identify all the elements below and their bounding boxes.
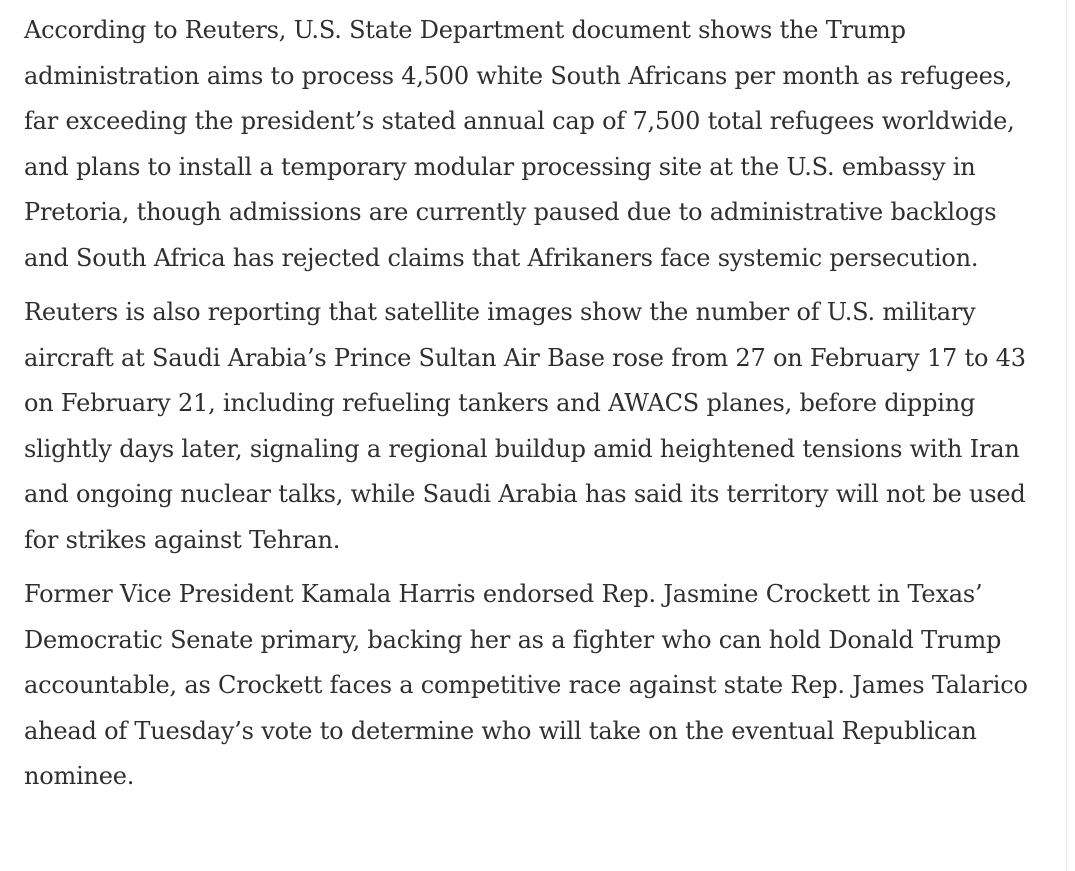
- paragraph-harris-endorsement: Former Vice President Kamala Harris endorsed Rep. Jasmine Crockett in Texas’ Democratic Senate primary, backing her as a fighter who can hold Donald Trump accountable, as Crockett faces a competitive race against state Rep. James Talarico ahead of Tuesday’s vote to determine who will take on the eventual Republican nominee.: [24, 580, 1028, 790]
- article-body: [24, 8, 1034, 809]
- content-divider: [1066, 0, 1067, 871]
- paragraph-military-aircraft: Reuters is also reporting that satellite images show the number of U.S. military aircraft at Saudi Arabia’s Prince Sultan Air Base rose from 27 on February 17 to 43 on February 21, including refueling tankers and AWACS planes, before dipping slightly days later, signaling a regional buildup amid heightened tensions with Iran and ongoing nuclear talks, while Saudi Arabia has said its territory will not be used for strikes against Tehran.: [24, 298, 1026, 554]
- paragraph-refugees: According to Reuters, U.S. State Department document shows the Trump administration aims to process 4,500 white South Africans per month as refugees, far exceeding the president’s stated annual cap of 7,500 total refugees worldwide, and plans to install a temporary modular processing site at the U.S. embassy in Pretoria, though admissions are currently paused due to administrative backlogs and South Africa has rejected claims that Afrikaners face systemic persecution.: [24, 16, 1015, 272]
